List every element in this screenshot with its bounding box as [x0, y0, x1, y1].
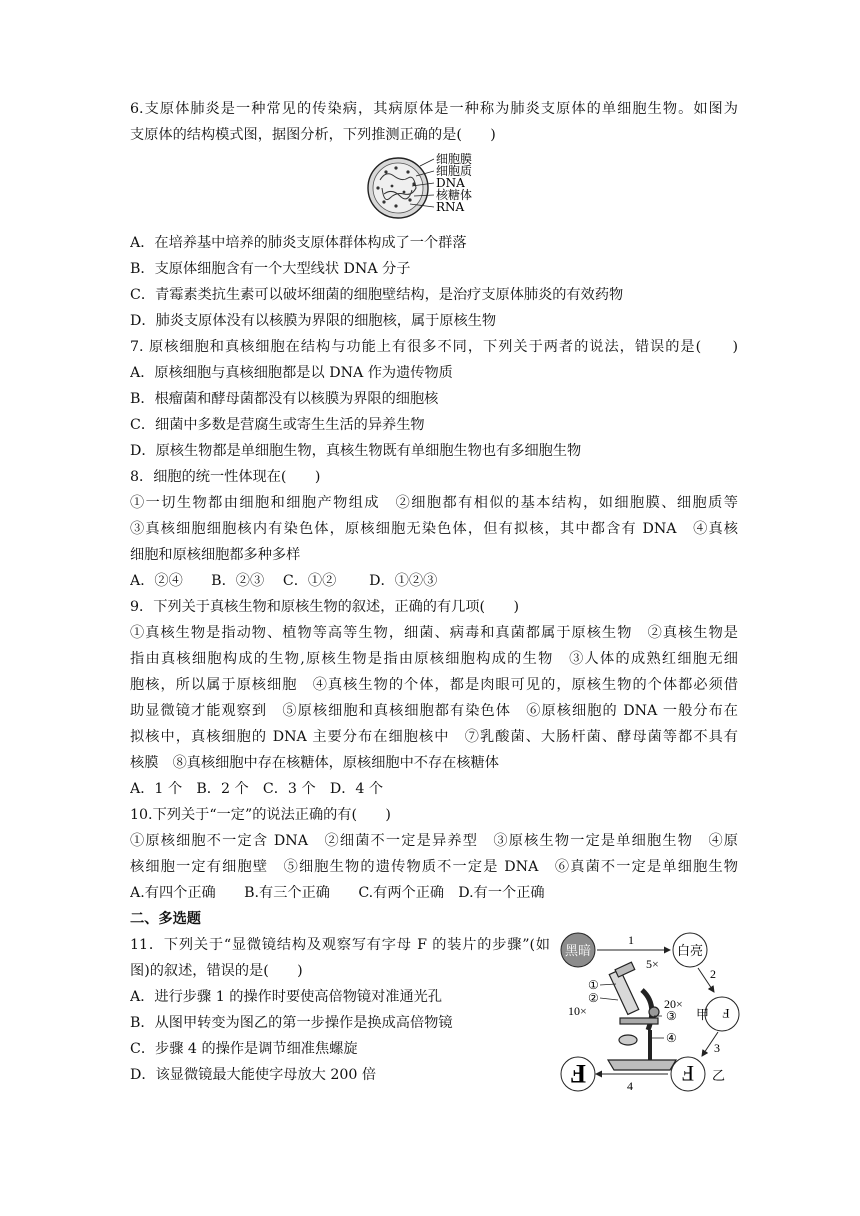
q8-text-line1: ①一切生物都由细胞和细胞产物组成 ②细胞都有相似的基本结构，如细胞膜、细胞质等 [130, 495, 738, 511]
label-mag-20x: 20× [664, 997, 683, 1011]
label-jia: 甲 [696, 1007, 710, 1022]
q10-text-line1: ①原核细胞不一定含 DNA ②细菌不一定是异养型 ③原核生物一定是单细胞生物 ④原 [130, 833, 738, 849]
q6-option-a: A．在培养基中培养的肺炎支原体群体构成了一个群落 [130, 235, 467, 251]
q11-stem-line1: 11．下列关于“显微镜结构及观察写有字母 F 的装片的步骤”(如 [130, 937, 550, 953]
q8-stem: 8．细胞的统一性体现在( ) [130, 469, 321, 485]
q11-option-c: C．步骤 4 的操作是调节细准焦螺旋 [130, 1041, 358, 1057]
label-ribosome: 核糖体 [436, 188, 473, 202]
microscope-steps-diagram [558, 928, 743, 1098]
label-rna: RNA [436, 200, 465, 214]
final-letter: F [570, 1059, 586, 1088]
q9-text-line2: 指由真核细胞构成的生物,原核生物是指由原核细胞构成的生物 ③人体的成熟红细胞无细 [130, 651, 738, 667]
q9-text-line6: 核膜 ⑧真核细胞中存在核糖体，原核细胞中不存在核糖体 [130, 755, 499, 771]
document-page [130, 96, 738, 1093]
mycoplasma-figure [130, 148, 738, 230]
q9-text-line1: ①真核生物是指动物、植物等高等生物，细菌、病毒和真菌都属于原核生物 ②真核生物是 [130, 625, 738, 641]
q6-option-b: B．支原体细胞含有一个大型线状 DNA 分子 [130, 261, 411, 277]
part-1: ① [588, 978, 599, 992]
q11-option-d: D．该显微镜最大能使字母放大 200 倍 [130, 1067, 377, 1083]
q9-text-line5: 拟核中，真核细胞的 DNA 主要分布在细胞核中 ⑦乳酸菌、大肠杆菌、酵母菌等都不具有 [130, 729, 738, 745]
q11-stem-line2: 图)的叙述，错误的是( ) [130, 963, 303, 979]
q7-option-d: D．原核生物都是单细胞生物，真核生物既有单细胞生物也有多细胞生物 [130, 443, 582, 459]
q11-block [130, 932, 738, 1093]
q6-option-c: C．青霉素类抗生素可以破坏细菌的细胞壁结构，是治疗支原体肺炎的有效药物 [130, 287, 624, 303]
label-dark: 黑暗 [564, 943, 592, 958]
q7-option-b: B．根瘤菌和酵母菌都没有以核膜为界限的细胞核 [130, 391, 439, 407]
yi-letter: F [681, 1061, 695, 1086]
label-dna: DNA [436, 176, 465, 190]
q6-option-d: D．肺炎支原体没有以核膜为界限的细胞核，属于原核生物 [130, 313, 497, 329]
section-heading-multiple-choice: 二、多选题 [130, 911, 201, 927]
q8-text-line3: 细胞和原核细胞都多种多样 [130, 547, 301, 563]
q7-stem: 7. 原核细胞和真核细胞在结构与功能上有很多不同，下列关于两者的说法，错误的是( ) [130, 339, 738, 355]
step-3-label: 3 [714, 1041, 720, 1055]
step-4-label: 4 [627, 1079, 633, 1093]
label-bright: 白亮 [676, 943, 704, 958]
q11-option-a: A．进行步骤 1 的操作时要使高倍物镜对准通光孔 [130, 989, 443, 1005]
label-cell-membrane: 细胞膜 [436, 152, 473, 166]
q7-option-a: A．原核细胞与真核细胞都是以 DNA 作为遗传物质 [130, 365, 453, 381]
mycoplasma-diagram [366, 150, 506, 228]
jia-letter: F [722, 1006, 730, 1021]
step-1-label: 1 [628, 933, 634, 947]
step-2-label: 2 [710, 967, 716, 981]
q10-options: A.有四个正确 B.有三个正确 C.有两个正确 D.有一个正确 [130, 885, 545, 901]
q10-stem: 10.下列关于“一定”的说法正确的有( ) [130, 807, 391, 823]
part-2: ② [588, 991, 599, 1005]
q8-text-line2: ③真核细胞细胞核内有染色体，原核细胞无染色体，但有拟核，其中都含有 DNA ④真核 [130, 521, 738, 537]
label-cytoplasm: 细胞质 [436, 164, 473, 178]
q9-text-line4: 助显微镜才能观察到 ⑤原核细胞和真核细胞都有染色体 ⑥原核细胞的 DNA 一般分布在 [130, 703, 738, 719]
q9-options: A．1 个 B．2 个 C．3 个 D．4 个 [130, 781, 384, 797]
q7-option-c: C．细菌中多数是营腐生或寄生生活的异养生物 [130, 417, 425, 433]
label-mag-5x: 5× [646, 957, 659, 971]
q10-text-line2: 核细胞一定有细胞壁 ⑤细胞生物的遗传物质不一定是 DNA ⑥真菌不一定是单细胞生物 [130, 859, 738, 875]
label-yi: 乙 [712, 1068, 726, 1083]
microscope-figure [558, 928, 743, 1098]
label-mag-10x: 10× [568, 1004, 587, 1018]
q9-stem: 9．下列关于真核生物和原核生物的叙述，正确的有几项( ) [130, 599, 519, 615]
q11-option-b: B．从图甲转变为图乙的第一步操作是换成高倍物镜 [130, 1015, 453, 1031]
q6-stem-line2: 支原体的结构模式图，据图分析，下列推测正确的是( ) [130, 127, 496, 143]
part-4: ④ [666, 1031, 677, 1045]
q9-text-line3: 胞核，所以属于原核细胞 ④真核生物的个体，都是肉眼可见的，原核生物的个体都必须借 [130, 677, 738, 693]
q8-options: A．②④ B．②③ C．①② D．①②③ [130, 573, 438, 589]
part-3: ③ [666, 1009, 677, 1023]
q6-stem-line1: 6.支原体肺炎是一种常见的传染病，其病原体是一种称为肺炎支原体的单细胞生物。如图为 [130, 101, 738, 117]
